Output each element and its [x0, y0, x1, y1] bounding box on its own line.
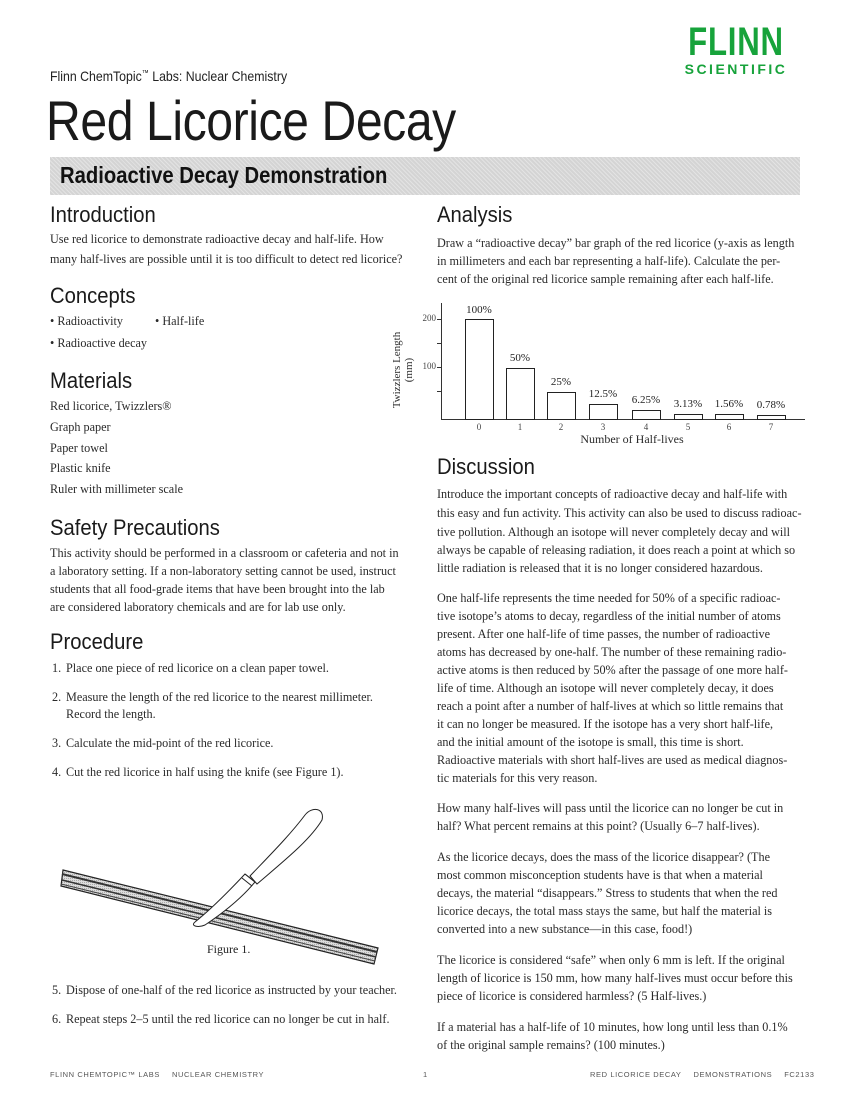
step-number: 1. — [52, 661, 62, 675]
y-tick — [437, 343, 441, 344]
safety-line: students that all food-grade items that have been brought into the lab — [50, 582, 385, 596]
materials-heading: Materials — [50, 368, 133, 393]
discussion-line: of the original sample remains? (100 minutes.) — [437, 1038, 665, 1052]
analysis-line: cent of the original red licorice sample remaining after each half-life. — [437, 272, 774, 286]
bar-label: 25% — [550, 376, 572, 388]
introduction-heading: Introduction — [50, 202, 156, 227]
step-number: 4. — [52, 765, 62, 779]
y-tick-label: 200 — [422, 313, 436, 323]
y-tick-label: 100 — [422, 361, 436, 371]
bar-5 — [674, 414, 703, 420]
safety-heading: Safety Precautions — [50, 515, 220, 540]
y-label-line: Twizzlers Length — [391, 331, 403, 409]
discussion-line: decays, the material “disappears.” Stress to students that when the red — [437, 886, 778, 900]
concept-item: • Radioactivity — [50, 314, 123, 328]
x-tick-label: 5 — [685, 422, 691, 432]
discussion-line: The licorice is considered “safe” when only 6 mm is left. If the original — [437, 953, 785, 967]
safety-line: a laboratory setting. If a non-laboratory setting cannot be used, instruct — [50, 564, 396, 578]
bar-label: 0.78% — [756, 399, 786, 411]
discussion-line: Introduce the important concepts of radioactive decay and half-life with — [437, 487, 788, 501]
concepts-heading: Concepts — [50, 283, 136, 308]
trademark-mark: ™ — [141, 68, 149, 78]
footer-right — [590, 1070, 815, 1079]
introduction-line: Use red licorice to demonstrate radioactive decay and half-life. How — [50, 232, 384, 246]
analysis-heading: Analysis — [437, 202, 513, 227]
x-tick-label: 4 — [643, 422, 649, 432]
bar-6 — [715, 414, 744, 420]
discussion-line: reach a point after a number of half-lives at which so little remains that — [437, 699, 784, 713]
discussion-line: piece of licorice is considered harmless? (5 Half-lives.) — [437, 989, 707, 1003]
chart-x-axis — [441, 419, 805, 420]
material-item: Graph paper — [50, 420, 111, 434]
step-text: Cut the red licorice in half using the knife (see Figure 1). — [66, 765, 344, 779]
step-number: 2. — [52, 690, 62, 704]
chart-x-axis-label: Number of Half-lives — [580, 432, 684, 446]
discussion-line: active atoms is then reduced by 50% after the passage of one more half- — [437, 663, 788, 677]
x-tick-label: 7 — [768, 422, 774, 432]
bar-4 — [632, 410, 661, 420]
x-tick-label: 6 — [726, 422, 732, 432]
discussion-line: half? What percent remains at this point? (Usually 6–7 half-lives). — [437, 819, 760, 833]
discussion-line: licorice decays, the total mass stays the same, but half the material is — [437, 904, 773, 918]
page-title: Red Licorice Decay — [46, 89, 456, 152]
discussion-line: present. After one half-life of time passes, the number of radioactive — [437, 627, 771, 641]
footer-left — [50, 1070, 264, 1079]
step-text: Dispose of one-half of the red licorice as instructed by your teacher. — [66, 983, 397, 997]
discussion-line: life of time. Although an isotope will never completely decay, it does — [437, 681, 774, 695]
chart-y-axis — [441, 303, 442, 419]
series-name: Flinn ChemTopic — [50, 68, 142, 84]
bar-label: 50% — [509, 352, 531, 364]
material-item: Red licorice, Twizzlers® — [50, 399, 172, 413]
analysis-line: in millimeters and each bar representing a half-life). Calculate the per- — [437, 254, 781, 268]
licorice-knife-illustration — [60, 800, 400, 965]
step-text: Place one piece of red licorice on a clean paper towel. — [66, 661, 329, 675]
discussion-line: most common misconception students have is that when a material — [437, 868, 763, 882]
bar-0 — [465, 319, 494, 420]
discussion-line: and the initial amount of the isotope is small, this time is short. — [437, 735, 744, 749]
series-subject: Labs: Nuclear Chemistry — [148, 68, 288, 84]
step-text: Calculate the mid-point of the red licorice. — [66, 736, 274, 750]
y-tick — [437, 319, 441, 320]
logo-flinn-text: FLINN — [688, 20, 784, 64]
step-text: Repeat steps 2–5 until the red licorice can no longer be cut in half. — [66, 1012, 390, 1026]
step-text: Record the length. — [66, 707, 156, 721]
step-number: 5. — [52, 983, 62, 997]
decay-bar-chart — [382, 298, 812, 450]
discussion-line: tic materials for this very reason. — [437, 771, 598, 785]
safety-line: This activity should be performed in a classroom or cafeteria and not in — [50, 546, 399, 560]
discussion-line: One half-life represents the time needed for 50% of a specific radioac- — [437, 591, 781, 605]
safety-line: are considered laboratory chemicals and are for lab use only. — [50, 600, 346, 614]
bar-7 — [757, 415, 786, 420]
bar-label: 1.56% — [714, 398, 744, 410]
footer-title: RED LICORICE DECAY — [590, 1070, 682, 1079]
bar-2 — [547, 392, 576, 420]
x-tick-label: 1 — [517, 422, 523, 432]
footer-topic: NUCLEAR CHEMISTRY — [171, 1070, 265, 1079]
y-label-line: (mm) — [403, 357, 415, 383]
discussion-line: If a material has a half-life of 10 minutes, how long until less than 0.1% — [437, 1020, 788, 1034]
logo-scientific-text: SCIENTIFIC — [684, 61, 788, 77]
discussion-line: tive isotope’s atoms to decay, regardless of the initial number of atoms — [437, 609, 781, 623]
concept-item: • Half-life — [155, 314, 205, 328]
x-tick-label: 2 — [558, 422, 564, 432]
analysis-line: Draw a “radioactive decay” bar graph of the red licorice (y-axis as length — [437, 236, 795, 250]
material-item: Ruler with millimeter scale — [50, 482, 184, 496]
step-text: Measure the length of the red licorice to the nearest millimeter. — [66, 690, 373, 704]
x-tick-label: 3 — [600, 422, 606, 432]
discussion-line: tive pollution. Although an isotope will never completely decay and will — [437, 525, 791, 539]
discussion-heading: Discussion — [437, 454, 535, 479]
y-tick — [437, 367, 441, 368]
concept-item: • Radioactive decay — [50, 336, 147, 350]
y-tick — [437, 391, 441, 392]
footer-category: DEMONSTRATIONS — [693, 1070, 773, 1079]
subtitle-text: Radioactive Decay Demonstration — [60, 162, 388, 188]
x-tick-label: 0 — [476, 422, 482, 432]
discussion-line: How many half-lives will pass until the licorice can no longer be cut in — [437, 801, 784, 815]
introduction-line: many half-lives are possible until it is too difficult to detect red licorice? — [50, 252, 403, 266]
discussion-line: this easy and fun activity. This activity can also be used to discuss radioac- — [437, 506, 802, 520]
material-item: Plastic knife — [50, 461, 111, 475]
footer-catalog-number: FC2133 — [784, 1070, 815, 1079]
discussion-line: little radiation is released that it is no longer considered hazardous. — [437, 561, 763, 575]
bar-label: 6.25% — [631, 394, 661, 406]
subtitle-banner — [50, 157, 800, 195]
discussion-line: it can no longer be measured. If the isotope has a very short half-life, — [437, 717, 774, 731]
discussion-line: length of licorice is 150 mm, how many half-lives must occur before this — [437, 971, 793, 985]
chart-y-axis-label — [391, 315, 415, 425]
bar-label: 100% — [466, 304, 492, 316]
footer-series: FLINN CHEMTOPIC™ LABS — [50, 1070, 160, 1079]
discussion-line: Radioactive materials with short half-lives are used as medical diagnos- — [437, 753, 788, 767]
bar-1 — [506, 368, 535, 420]
bar-label: 12.5% — [588, 388, 618, 400]
bar-label: 3.13% — [673, 398, 703, 410]
material-item: Paper towel — [50, 441, 108, 455]
knife-icon — [193, 809, 322, 926]
step-number: 6. — [52, 1012, 62, 1026]
discussion-line: always be capable of releasing radiation, it does reach a point at which so — [437, 543, 796, 557]
procedure-heading: Procedure — [50, 629, 144, 654]
figure-caption: Figure 1. — [207, 942, 251, 956]
page-number: 1 — [423, 1070, 428, 1079]
discussion-line: atoms has decreased by one-half. The number of these remaining radio- — [437, 645, 787, 659]
discussion-line: converted into a new substance—in this case, food!) — [437, 922, 693, 936]
discussion-line: As the licorice decays, does the mass of the licorice disappear? (The — [437, 850, 770, 864]
series-label — [50, 68, 287, 84]
bar-3 — [589, 404, 618, 420]
flinn-scientific-logo — [668, 20, 804, 77]
step-number: 3. — [52, 736, 62, 750]
